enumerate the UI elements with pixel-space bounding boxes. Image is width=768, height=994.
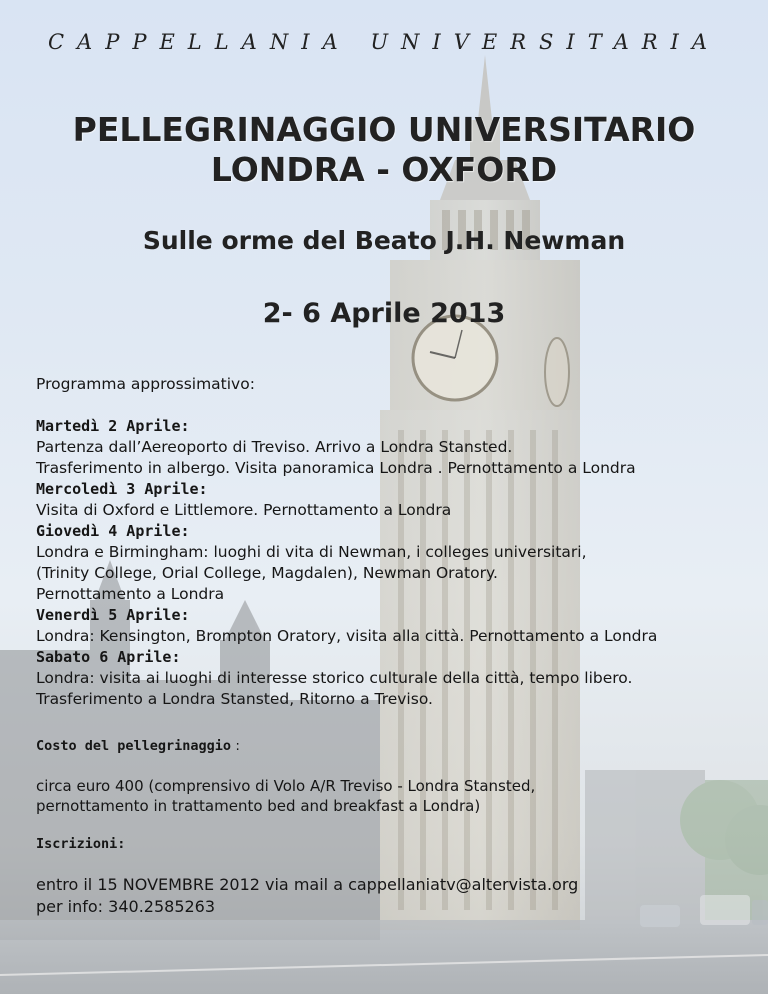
poster-subtitle: Sulle orme del Beato J.H. Newman (142, 226, 626, 255)
day-5-title: Sabato 6 Aprile: (36, 648, 181, 666)
cost-details (36, 776, 535, 816)
day-4-line-1: Londra: Kensington, Brompton Oratory, visita alla città. Pernottamento a Londra (36, 627, 658, 645)
registration-line-1: entro il 15 NOVEMBRE 2012 via mail a cappellaniatv@altervista.org (36, 875, 579, 894)
day-3-line-1: Londra e Birmingham: luoghi di vita di Newman, i colleges universitari, (36, 543, 587, 561)
day-3-line-3: Pernottamento a Londra (36, 585, 225, 603)
banner-cappellania: CAPPELLANIA UNIVERSITARIA (47, 30, 721, 54)
registration-details (36, 874, 578, 918)
program-section (36, 374, 762, 710)
event-dates: 2- 6 Aprile 2013 (262, 298, 506, 329)
poster-title (0, 110, 768, 190)
day-2-line-1: Visita di Oxford e Littlemore. Pernottamento a Londra (36, 501, 452, 519)
cost-heading-label: Costo del pellegrinaggio (36, 738, 232, 754)
day-4-title: Venerdì 5 Aprile: (36, 606, 190, 624)
day-3-title: Giovedì 4 Aprile: (36, 522, 190, 540)
day-1-title: Martedì 2 Aprile: (36, 417, 190, 435)
day-5-line-2: Trasferimento a Londra Stansted, Ritorno a Treviso. (36, 690, 433, 708)
cost-heading-suffix: : (231, 738, 240, 754)
program-intro: Programma approssimativo: (36, 375, 255, 393)
day-1-line-2: Trasferimento in albergo. Visita panoramica Londra . Pernottamento a Londra (36, 459, 636, 477)
day-3-line-2: (Trinity College, Orial College, Magdalen), Newman Oratory. (36, 564, 498, 582)
registration-line-2: per info: 340.2585263 (36, 897, 216, 916)
day-1-line-1: Partenza dall’Aereoporto di Treviso. Arrivo a Londra Stansted. (36, 438, 513, 456)
title-line-2: LONDRA - OXFORD (210, 150, 558, 189)
cost-line-2: pernottamento in trattamento bed and breakfast a Londra) (36, 797, 481, 815)
cost-line-1: circa euro 400 (comprensivo di Volo A/R Treviso - Londra Stansted, (36, 777, 536, 795)
day-2-title: Mercoledì 3 Aprile: (36, 480, 208, 498)
registration-heading: Iscrizioni: (36, 836, 126, 852)
cost-heading (36, 738, 240, 754)
day-5-line-1: Londra: visita ai luoghi di interesse storico culturale della città, tempo libero. (36, 669, 633, 687)
title-line-1: PELLEGRINAGGIO UNIVERSITARIO (72, 110, 696, 149)
